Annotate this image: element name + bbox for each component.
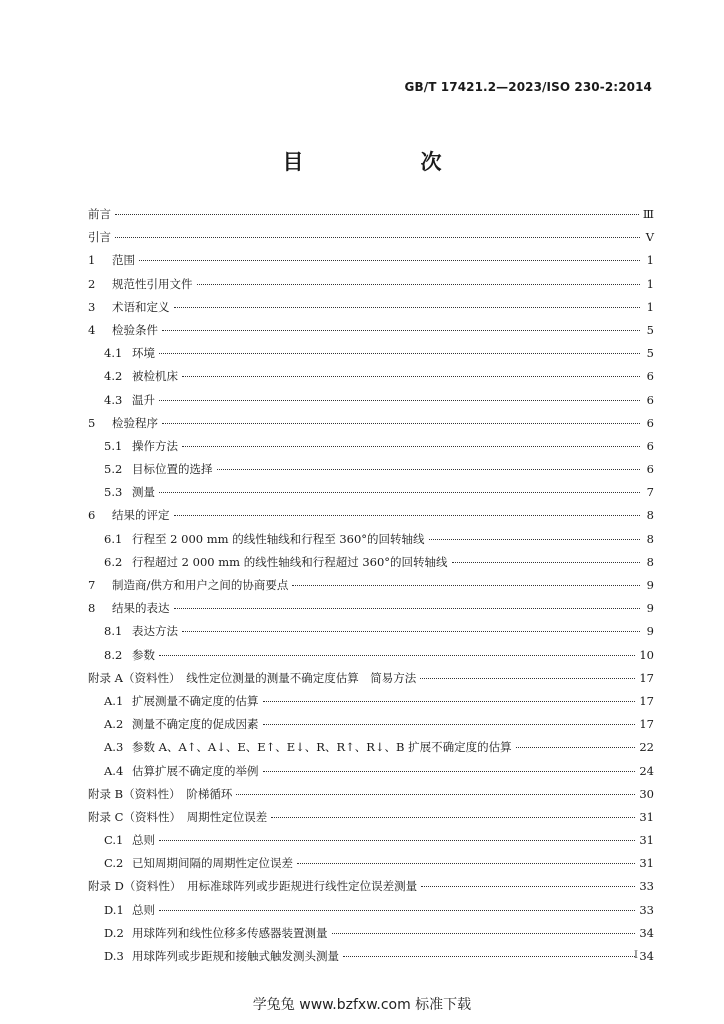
toc-entry-number: 6.2 xyxy=(104,554,123,569)
toc-entry[interactable] xyxy=(88,945,654,968)
toc-entry[interactable] xyxy=(88,597,654,620)
toc-entry-title: 结果的表达 xyxy=(112,601,170,616)
toc-entry-page: 6 xyxy=(646,392,654,407)
toc-entry-page: 31 xyxy=(639,809,654,824)
dot-leader xyxy=(159,400,640,401)
toc-entry[interactable] xyxy=(88,760,654,783)
toc-entry-number: 5.2 xyxy=(104,462,123,477)
toc-entry-number: 7 xyxy=(88,578,96,592)
dot-leader xyxy=(159,655,635,656)
toc-entry-number: 4 xyxy=(88,322,96,337)
dot-leader xyxy=(182,376,640,377)
toc-entry[interactable] xyxy=(88,922,654,945)
toc-entry-number: 4.3 xyxy=(104,392,123,407)
watermark-text: 学兔兔 www.bzfxw.com 标准下载 xyxy=(252,997,472,1013)
dot-leader xyxy=(182,446,640,447)
toc-entry-number: 6 xyxy=(88,508,96,523)
dot-leader xyxy=(159,492,640,493)
toc-entry-page: 1 xyxy=(646,253,654,268)
toc-entry-title: 参数 xyxy=(132,647,155,662)
toc-entry-title: 制造商/供方和用户之间的协商要点 xyxy=(112,578,289,592)
dot-leader xyxy=(292,585,640,586)
toc-entry-page: 10 xyxy=(639,647,654,662)
toc-entry-title: 参数 A、A↑、A↓、E、E↑、E↓、R、R↑、R↓、B 扩展不确定度的估算 xyxy=(132,740,512,755)
toc-entry-title: 表达方法 xyxy=(132,624,178,639)
toc-entry[interactable] xyxy=(88,342,654,365)
toc-entry-number: D.3 xyxy=(104,949,124,963)
toc-entry-title: 环境 xyxy=(132,346,155,361)
toc-entry[interactable] xyxy=(88,551,654,574)
toc-entry[interactable] xyxy=(88,226,654,249)
toc-entry-page: 17 xyxy=(639,717,654,732)
dot-leader xyxy=(429,539,640,540)
toc-entry-number: 8.1 xyxy=(104,624,123,639)
toc-entry-number: 5.1 xyxy=(104,438,123,453)
toc-entry[interactable] xyxy=(88,736,654,759)
toc-entry-page: 6 xyxy=(646,415,654,430)
toc-entry[interactable] xyxy=(88,620,654,643)
toc-entry[interactable] xyxy=(88,806,654,829)
dot-leader xyxy=(159,353,640,354)
toc-entry-page: 9 xyxy=(646,578,654,592)
table-of-contents xyxy=(88,203,654,968)
toc-entry-page: 24 xyxy=(639,763,654,778)
dot-leader xyxy=(162,423,640,424)
toc-entry-page: 1 xyxy=(646,299,654,314)
toc-entry-number: A.2 xyxy=(104,717,124,732)
dot-leader xyxy=(332,933,636,934)
toc-entry[interactable] xyxy=(88,899,654,922)
toc-entry-page: 22 xyxy=(639,740,654,755)
toc-entry[interactable] xyxy=(88,458,654,481)
toc-entry-title: 温升 xyxy=(132,392,155,407)
toc-entry-number: A.4 xyxy=(104,763,124,778)
toc-entry-title: 已知周期间隔的周期性定位误差 xyxy=(132,856,293,871)
toc-entry-number: 4.2 xyxy=(104,369,123,384)
dot-leader xyxy=(115,214,639,215)
toc-entry[interactable] xyxy=(88,365,654,388)
toc-entry-title: 结果的评定 xyxy=(112,508,170,523)
dot-leader xyxy=(420,678,635,679)
toc-entry-number: D.2 xyxy=(104,925,124,940)
toc-entry[interactable] xyxy=(88,481,654,504)
dot-leader xyxy=(182,631,640,632)
page-title: 目 次 xyxy=(282,150,490,174)
toc-entry[interactable] xyxy=(88,412,654,435)
toc-entry-page: 33 xyxy=(639,879,654,894)
toc-entry-page: Ⅲ xyxy=(642,207,654,221)
dot-leader xyxy=(516,747,636,748)
toc-entry[interactable] xyxy=(88,504,654,527)
toc-entry-title: 行程至 2 000 mm 的线性轴线和行程至 360°的回转轴线 xyxy=(132,531,425,546)
toc-entry-page: 30 xyxy=(639,786,654,801)
toc-entry-number: 5.3 xyxy=(104,485,123,500)
toc-entry-title: 前言 xyxy=(88,207,111,221)
dot-leader xyxy=(174,515,641,516)
toc-entry-number: 6.1 xyxy=(104,531,123,546)
toc-entry-title: 用球阵列或步距规和接触式触发测头测量 xyxy=(132,949,339,963)
page-number: I xyxy=(634,950,638,961)
toc-entry-number: 8 xyxy=(88,601,96,616)
toc-entry-title: 检验程序 xyxy=(112,415,158,430)
toc-entry[interactable] xyxy=(88,435,654,458)
dot-leader xyxy=(452,562,640,563)
dot-leader xyxy=(297,863,635,864)
toc-entry[interactable] xyxy=(88,319,654,342)
toc-entry[interactable] xyxy=(88,852,654,875)
toc-entry-number: 3 xyxy=(88,299,96,314)
toc-entry[interactable] xyxy=(88,528,654,551)
dot-leader xyxy=(139,260,640,261)
toc-entry[interactable] xyxy=(88,783,654,806)
dot-leader xyxy=(421,886,635,887)
toc-entry-number: C.1 xyxy=(104,833,124,848)
toc-entry[interactable] xyxy=(88,389,654,412)
toc-entry-title: 被检机床 xyxy=(132,369,178,384)
toc-entry-title: 总则 xyxy=(132,902,155,917)
toc-entry[interactable] xyxy=(88,296,654,319)
toc-entry-number: A.1 xyxy=(104,693,124,708)
toc-entry-title: 总则 xyxy=(132,833,155,848)
dot-leader xyxy=(159,910,635,911)
toc-entry-number: 5 xyxy=(88,415,96,430)
toc-entry-number: D.1 xyxy=(104,902,124,917)
toc-entry-page: 33 xyxy=(639,902,654,917)
dot-leader xyxy=(343,956,635,957)
toc-entry-page: 1 xyxy=(646,276,654,291)
toc-entry-title: 操作方法 xyxy=(132,438,178,453)
standard-number: GB/T 17421.2—2023/ISO 230-2:2014 xyxy=(404,80,652,94)
toc-entry-title: 附录 C（资料性） 周期性定位误差 xyxy=(88,809,268,824)
toc-entry-title: 引言 xyxy=(88,230,111,245)
toc-entry[interactable] xyxy=(88,667,654,690)
toc-entry-page: 31 xyxy=(639,833,654,848)
toc-entry-page: 7 xyxy=(646,485,654,500)
toc-entry-title: 附录 B（资料性） 阶梯循环 xyxy=(88,786,233,801)
dot-leader xyxy=(159,840,635,841)
toc-entry-title: 范围 xyxy=(112,253,135,268)
toc-entry[interactable] xyxy=(88,690,654,713)
toc-entry-title: 扩展测量不确定度的估算 xyxy=(132,693,259,708)
dot-leader xyxy=(115,237,640,238)
toc-entry-page: 5 xyxy=(646,346,654,361)
toc-entry-page: 9 xyxy=(646,601,654,616)
toc-entry-title: 用球阵列和线性位移多传感器装置测量 xyxy=(132,925,328,940)
toc-entry-page: 31 xyxy=(639,856,654,871)
dot-leader xyxy=(236,794,635,795)
toc-entry[interactable] xyxy=(88,249,654,272)
dot-leader xyxy=(263,771,636,772)
toc-entry-title: 附录 A（资料性） 线性定位测量的测量不确定度估算 简易方法 xyxy=(88,670,417,685)
toc-entry-title: 术语和定义 xyxy=(112,299,170,314)
toc-entry-page: 9 xyxy=(646,624,654,639)
dot-leader xyxy=(263,701,636,702)
toc-entry[interactable] xyxy=(88,829,654,852)
toc-entry-title: 规范性引用文件 xyxy=(112,276,193,291)
toc-entry-title: 测量 xyxy=(132,485,155,500)
toc-entry-title: 估算扩展不确定度的举例 xyxy=(132,763,259,778)
toc-entry-title: 目标位置的选择 xyxy=(132,462,213,477)
toc-entry-page: 17 xyxy=(639,670,654,685)
toc-entry-title: 行程超过 2 000 mm 的线性轴线和行程超过 360°的回转轴线 xyxy=(132,554,448,569)
toc-entry-title: 附录 D（资料性） 用标准球阵列或步距规进行线性定位误差测量 xyxy=(88,879,418,894)
toc-entry-page: 8 xyxy=(646,554,654,569)
dot-leader xyxy=(162,330,640,331)
dot-leader xyxy=(263,724,636,725)
toc-entry-page: 5 xyxy=(646,322,654,337)
toc-entry-page: 34 xyxy=(639,949,654,963)
toc-entry-title: 测量不确定度的促成因素 xyxy=(132,717,259,732)
toc-entry-page: Ⅴ xyxy=(645,230,654,245)
dot-leader xyxy=(174,608,641,609)
toc-entry-page: 34 xyxy=(639,925,654,940)
toc-entry-title: 检验条件 xyxy=(112,322,158,337)
toc-entry[interactable] xyxy=(88,875,654,898)
toc-entry-number: 2 xyxy=(88,276,96,291)
toc-entry[interactable] xyxy=(88,273,654,296)
toc-entry-page: 17 xyxy=(639,693,654,708)
toc-entry[interactable] xyxy=(88,574,654,597)
dot-leader xyxy=(197,284,641,285)
toc-entry-page: 8 xyxy=(646,508,654,523)
toc-entry-page: 6 xyxy=(646,462,654,477)
toc-entry[interactable] xyxy=(88,713,654,736)
dot-leader xyxy=(271,817,635,818)
toc-entry-page: 6 xyxy=(646,369,654,384)
toc-entry-number: 4.1 xyxy=(104,346,123,361)
toc-entry[interactable] xyxy=(88,203,654,226)
toc-entry-number: 1 xyxy=(88,253,96,268)
toc-entry-number: 8.2 xyxy=(104,647,123,662)
dot-leader xyxy=(174,307,641,308)
dot-leader xyxy=(217,469,641,470)
toc-entry-number: A.3 xyxy=(104,740,124,755)
toc-entry-number: C.2 xyxy=(104,856,124,871)
toc-entry-page: 8 xyxy=(646,531,654,546)
toc-entry-page: 6 xyxy=(646,438,654,453)
toc-entry[interactable] xyxy=(88,644,654,667)
